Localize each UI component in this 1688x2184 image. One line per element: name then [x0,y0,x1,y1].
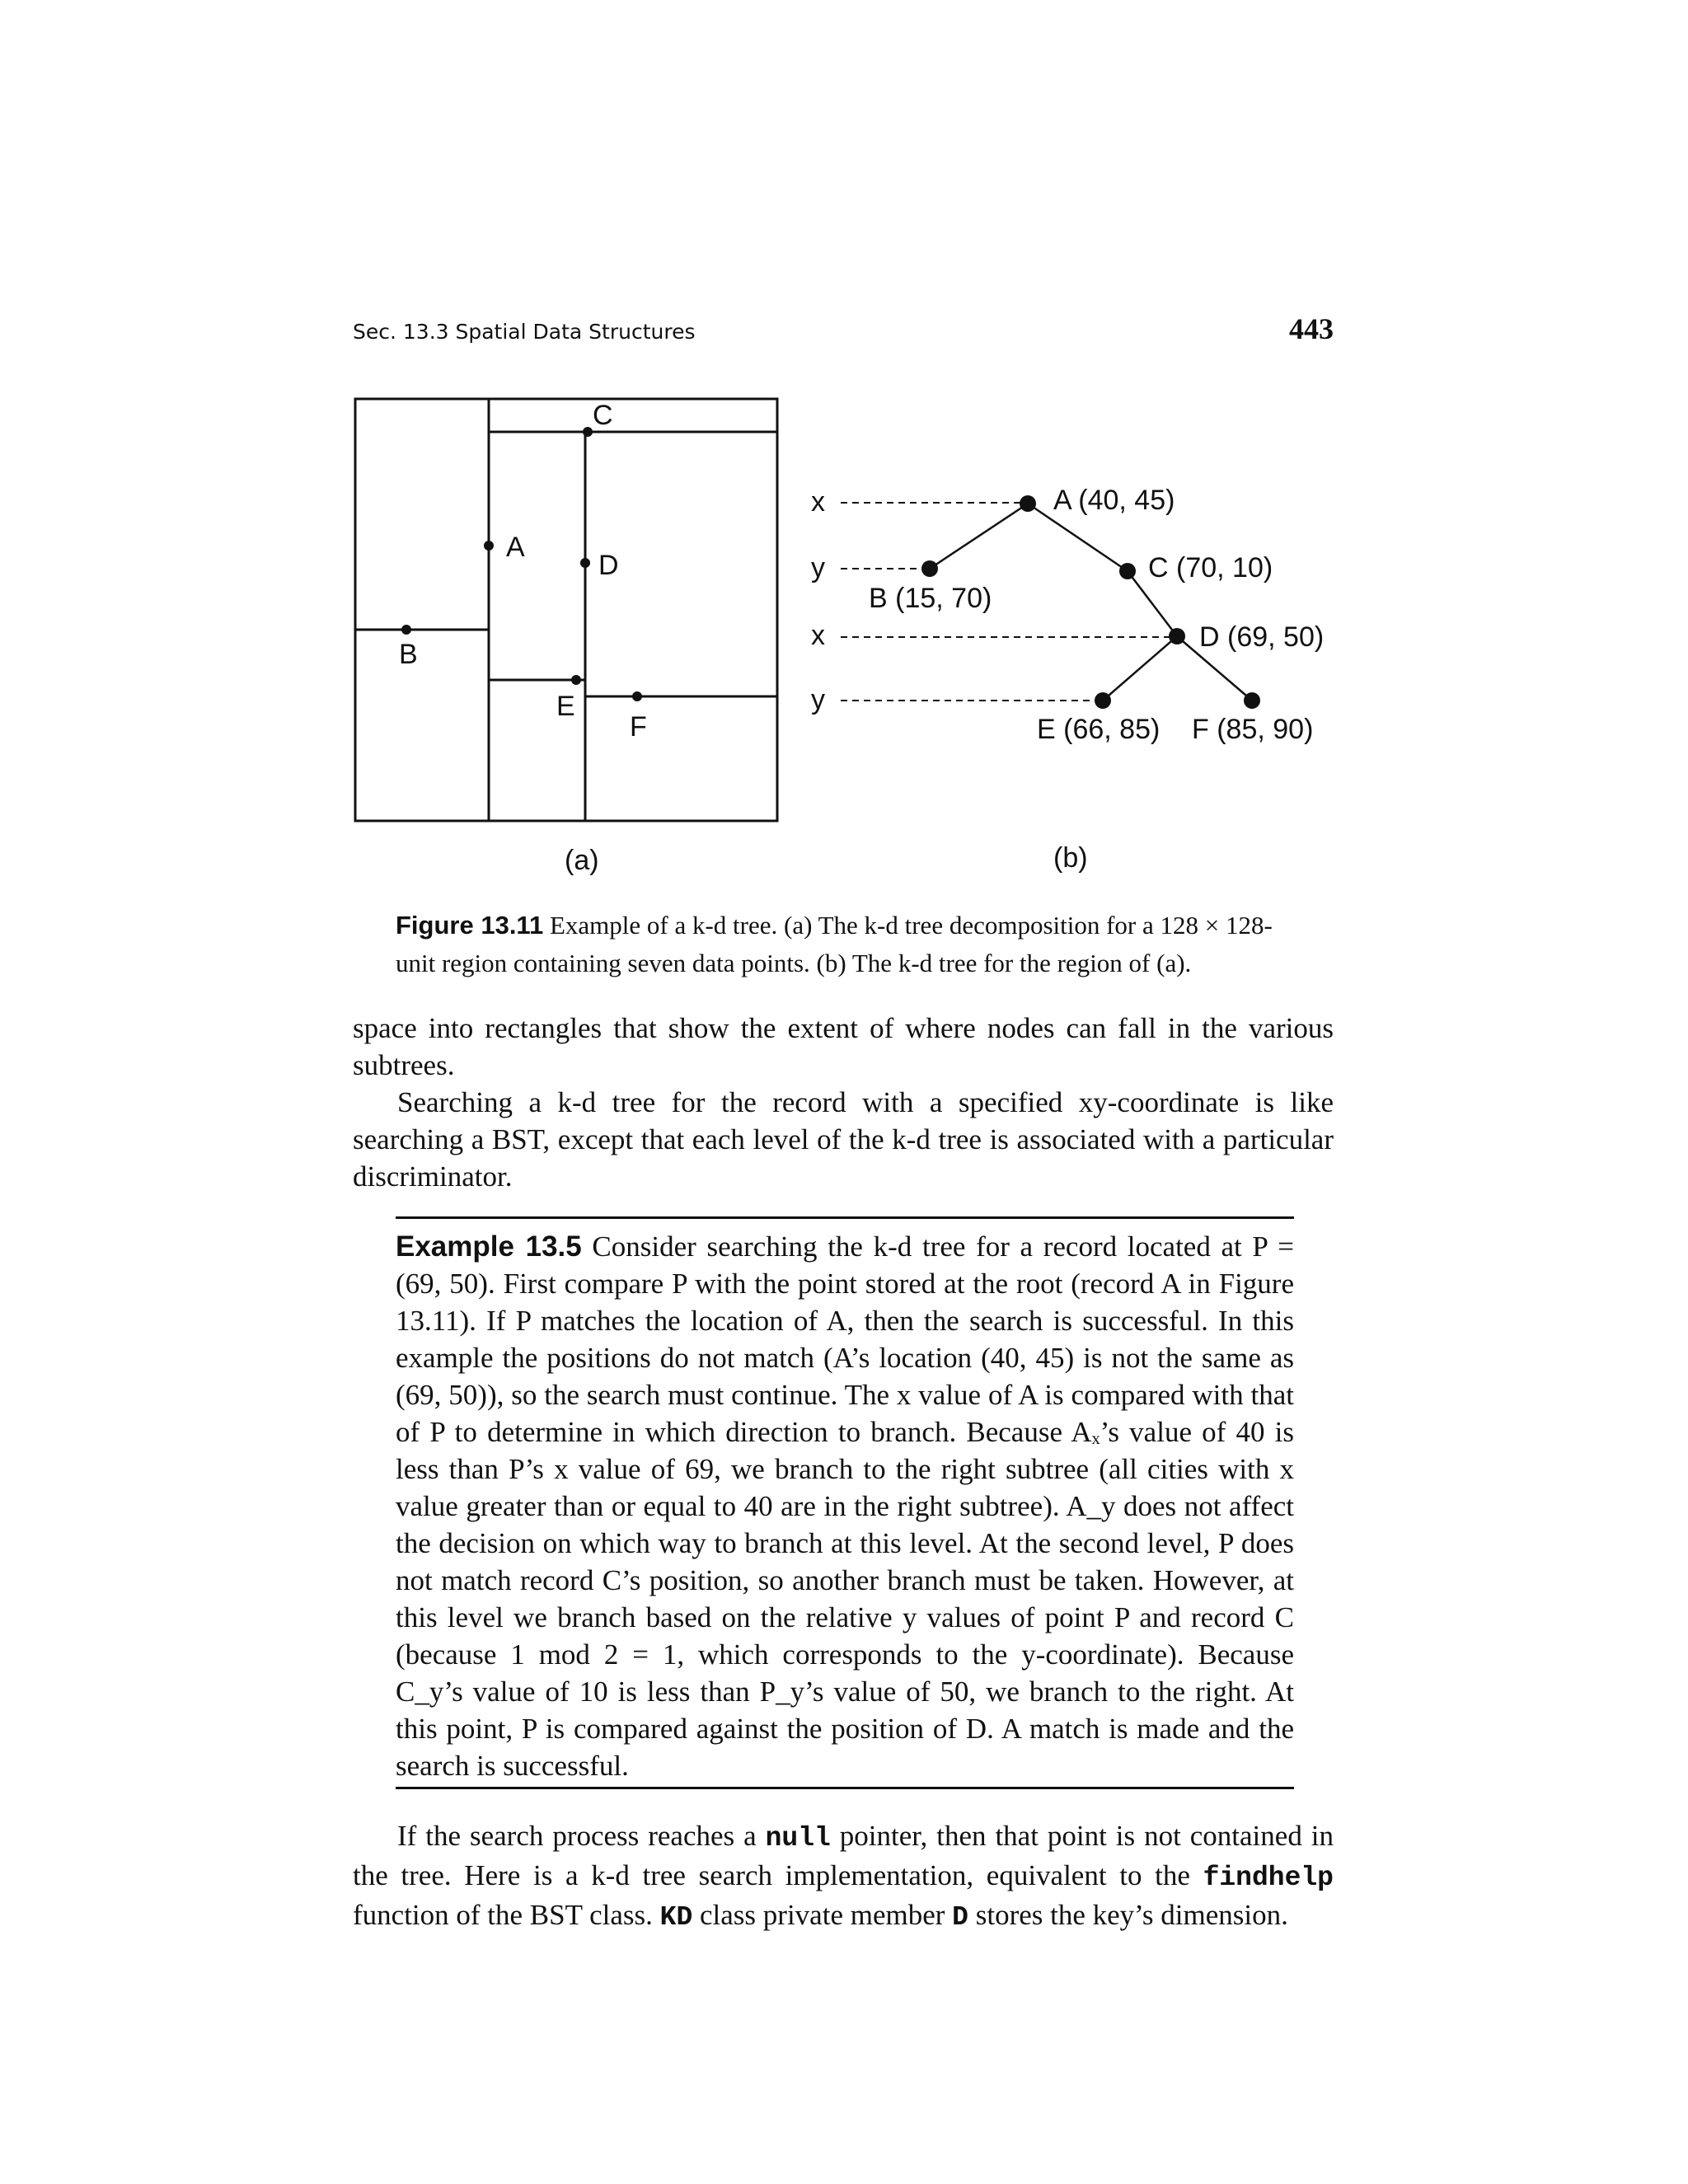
body-paragraph-1: space into rectangles that show the extent of where nodes can fall in the various subtrees. [353,1012,1334,1081]
point-d [580,558,590,568]
code-null: null [765,1823,831,1854]
tree-node-c [1119,563,1136,579]
tree-node-label-e: E (66, 85) [1037,714,1160,745]
tree-node-label-a: A (40, 45) [1053,485,1175,516]
subfig-label-a: (a) [565,845,599,876]
region-label-a: A [506,532,525,563]
region-label-f: F [630,711,647,743]
kd-decomposition [355,399,777,821]
level-label-2: y [811,552,825,583]
tree-node-a [1020,495,1036,512]
figure-caption [396,907,1294,982]
tree-node-label-c: C (70, 10) [1148,552,1273,583]
level-label-1: x [811,486,825,518]
p3-text-4: class private member [692,1899,953,1931]
level-label-4: y [811,684,825,715]
body-paragraph-2: Searching a k-d tree for the record with a specified xy-coordinate is like searching a BST, except that each level of the k-d tree is associated with a particular discriminator. [353,1086,1334,1193]
point-e [571,675,581,685]
p3-text-3: function of the BST class. [353,1899,660,1931]
example-bottom-rule [396,1787,1294,1789]
tree-node-b [921,560,938,577]
kd-tree-figure [0,0,1688,890]
level-label-3: x [811,620,825,651]
body-paragraph-3 [353,1817,1334,1936]
p3-text-2: pointer, then that point is not contained in the tree. Here is a k-d tree search implementation, equivalent to the [353,1820,1334,1891]
p3-text-1: If the search process reaches a [397,1820,766,1852]
example-text: Consider searching the k-d tree for a record located at P = (69, 50). First compare P with the point stored at the root (record A in Figure 13.11). If P matches the location of A, then the search is successful. In this example the positions do not match (A’s location (40, 45) is not the same as (69, 50)), so the search must continue. The x value of A is compared with that of P to determine in which direction to branch. Because Aₓ’s value of 40 is less than P’s x value of 69, we branch to the right subtree (all cities with x value greater than or equal to 40 are in the right subtree). A_y does not affect the decision on which way to branch at this level. At the second level, P does not match record C’s position, so another branch must be taken. However, at this level we branch based on the relative y values of point P and record C (because 1 mod 2 = 1, which corresponds to the y-coordinate). Because C_y’s value of 10 is less than P_y’s value of 50, we branch to the right. At this point, P is compared against the position of D. A match is made and the search is successful. [396,1230,1294,1782]
point-c [583,427,593,437]
running-header: Sec. 13.3 Spatial Data Structures [353,320,696,344]
figure-label: Figure 13.11 [396,911,544,940]
p3-text-5: stores the key’s dimension. [968,1899,1288,1931]
tree-node-f [1244,692,1260,709]
edge-d-e [1103,636,1177,701]
code-d: D [952,1902,968,1933]
tree-node-label-b: B (15, 70) [869,583,992,614]
region-label-c: C [593,400,613,431]
tree-node-d [1169,628,1185,644]
region-label-d: D [598,550,619,581]
code-findhelp: findhelp [1203,1863,1334,1893]
tree-node-label-d: D (69, 50) [1199,621,1325,653]
point-b [401,625,411,635]
page-number: 443 [1289,312,1334,345]
region-label-b: B [399,639,418,670]
edge-a-b [930,504,1028,569]
region-label-e: E [556,691,575,722]
point-f [632,691,642,701]
subfig-label-b: (b) [1053,842,1088,874]
code-kd: KD [659,1902,693,1933]
tree-node-e [1095,692,1111,709]
example-box [396,1228,1294,1784]
caption-text: Example of a k-d tree. (a) The k-d tree decomposition for a 128 × 128-unit region containing seven data points. (b) The k-d tree for the region of (a). [396,911,1273,977]
example-label: Example 13.5 [396,1230,582,1263]
tree-node-label-f: F (85, 90) [1192,714,1314,745]
example-top-rule [396,1216,1294,1219]
point-a [484,541,494,551]
region-outer-boundary [355,399,777,821]
